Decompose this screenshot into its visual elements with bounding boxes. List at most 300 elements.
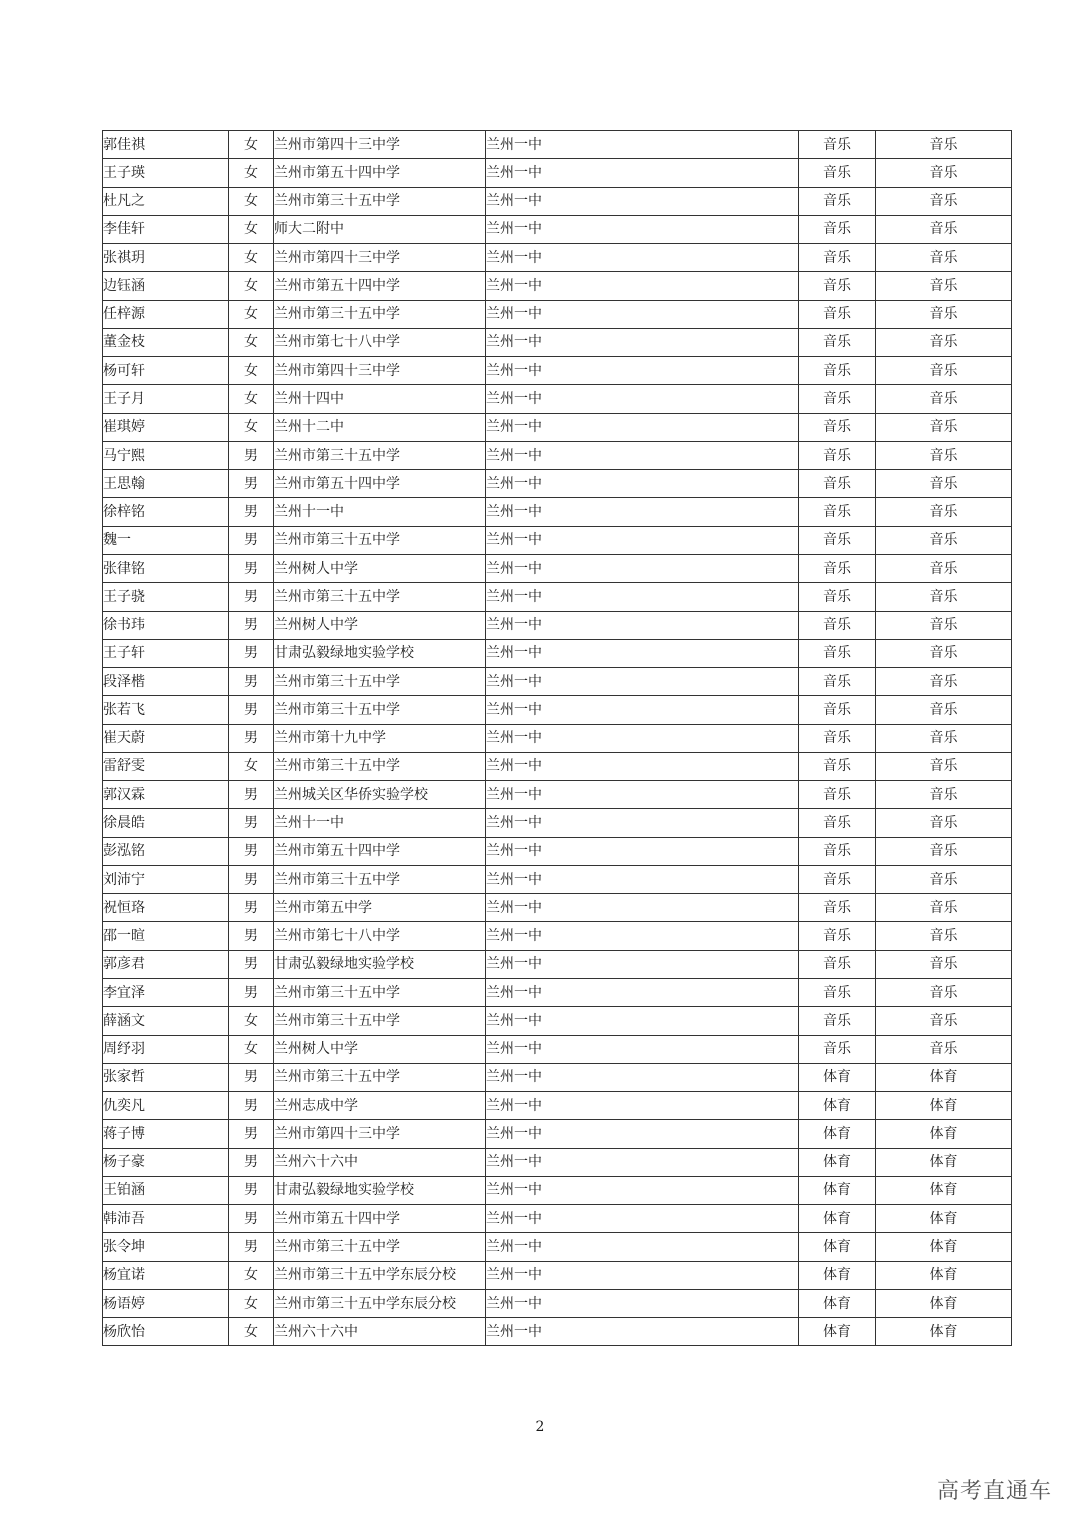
major-cell: 音乐 <box>876 724 1012 752</box>
subject-cell: 音乐 <box>799 131 876 159</box>
school-cell: 兰州市第三十五中学 <box>274 1007 486 1035</box>
school-cell: 兰州市第三十五中学 <box>274 752 486 780</box>
admitted-school-cell: 兰州一中 <box>486 611 799 639</box>
school-cell: 兰州市第五十四中学 <box>274 272 486 300</box>
subject-cell: 音乐 <box>799 809 876 837</box>
admitted-school-cell: 兰州一中 <box>486 1176 799 1204</box>
major-cell: 音乐 <box>876 357 1012 385</box>
student-name-cell: 仇奕凡 <box>103 1092 229 1120</box>
table-row <box>103 865 1012 893</box>
student-name-cell: 张家哲 <box>103 1063 229 1091</box>
subject-cell: 音乐 <box>799 894 876 922</box>
gender-cell: 男 <box>229 1092 274 1120</box>
admitted-school-cell: 兰州一中 <box>486 1205 799 1233</box>
gender-cell: 男 <box>229 950 274 978</box>
gender-cell: 男 <box>229 724 274 752</box>
major-cell: 体育 <box>876 1289 1012 1317</box>
major-cell: 音乐 <box>876 215 1012 243</box>
subject-cell: 音乐 <box>799 187 876 215</box>
gender-cell: 男 <box>229 668 274 696</box>
school-cell: 兰州市第七十八中学 <box>274 922 486 950</box>
major-cell: 音乐 <box>876 668 1012 696</box>
major-cell: 音乐 <box>876 950 1012 978</box>
table-row <box>103 554 1012 582</box>
subject-cell: 音乐 <box>799 498 876 526</box>
subject-cell: 音乐 <box>799 922 876 950</box>
major-cell: 音乐 <box>876 159 1012 187</box>
table-row <box>103 583 1012 611</box>
major-cell: 音乐 <box>876 809 1012 837</box>
student-name-cell: 马宁熙 <box>103 441 229 469</box>
major-cell: 音乐 <box>876 526 1012 554</box>
major-cell: 音乐 <box>876 837 1012 865</box>
table-row <box>103 1035 1012 1063</box>
major-cell: 体育 <box>876 1261 1012 1289</box>
subject-cell: 体育 <box>799 1289 876 1317</box>
school-cell: 师大二附中 <box>274 215 486 243</box>
major-cell: 体育 <box>876 1092 1012 1120</box>
major-cell: 音乐 <box>876 131 1012 159</box>
school-cell: 兰州六十六中 <box>274 1148 486 1176</box>
student-name-cell: 郭汉霖 <box>103 781 229 809</box>
major-cell: 音乐 <box>876 1007 1012 1035</box>
subject-cell: 体育 <box>799 1233 876 1261</box>
table-row <box>103 837 1012 865</box>
school-cell: 兰州市第三十五中学 <box>274 526 486 554</box>
student-name-cell: 杜凡之 <box>103 187 229 215</box>
table-row <box>103 978 1012 1006</box>
admitted-school-cell: 兰州一中 <box>486 978 799 1006</box>
admitted-school-cell: 兰州一中 <box>486 781 799 809</box>
table-row <box>103 215 1012 243</box>
gender-cell: 男 <box>229 1205 274 1233</box>
admitted-school-cell: 兰州一中 <box>486 554 799 582</box>
gender-cell: 女 <box>229 413 274 441</box>
school-cell: 兰州市第五中学 <box>274 894 486 922</box>
admitted-school-cell: 兰州一中 <box>486 1289 799 1317</box>
major-cell: 音乐 <box>876 554 1012 582</box>
student-name-cell: 杨子豪 <box>103 1148 229 1176</box>
admitted-school-cell: 兰州一中 <box>486 413 799 441</box>
major-cell: 音乐 <box>876 413 1012 441</box>
student-name-cell: 王子轩 <box>103 639 229 667</box>
school-cell: 甘肃弘毅绿地实验学校 <box>274 950 486 978</box>
subject-cell: 体育 <box>799 1092 876 1120</box>
school-cell: 兰州市第三十五中学 <box>274 1233 486 1261</box>
student-name-cell: 杨可轩 <box>103 357 229 385</box>
gender-cell: 女 <box>229 1007 274 1035</box>
student-name-cell: 杨语婷 <box>103 1289 229 1317</box>
subject-cell: 体育 <box>799 1261 876 1289</box>
subject-cell: 音乐 <box>799 385 876 413</box>
major-cell: 体育 <box>876 1148 1012 1176</box>
student-name-cell: 刘沛宁 <box>103 865 229 893</box>
student-name-cell: 王思翰 <box>103 470 229 498</box>
major-cell: 音乐 <box>876 922 1012 950</box>
student-name-cell: 崔天蔚 <box>103 724 229 752</box>
school-cell: 兰州市第三十五中学 <box>274 1063 486 1091</box>
gender-cell: 女 <box>229 244 274 272</box>
table-row <box>103 187 1012 215</box>
table-row <box>103 611 1012 639</box>
table-row <box>103 1176 1012 1204</box>
table-row <box>103 413 1012 441</box>
subject-cell: 音乐 <box>799 357 876 385</box>
gender-cell: 女 <box>229 215 274 243</box>
subject-cell: 音乐 <box>799 554 876 582</box>
subject-cell: 音乐 <box>799 215 876 243</box>
gender-cell: 男 <box>229 639 274 667</box>
table-row <box>103 639 1012 667</box>
gender-cell: 女 <box>229 1035 274 1063</box>
school-cell: 兰州市第四十三中学 <box>274 357 486 385</box>
major-cell: 音乐 <box>876 696 1012 724</box>
admitted-school-cell: 兰州一中 <box>486 187 799 215</box>
subject-cell: 音乐 <box>799 978 876 1006</box>
student-name-cell: 边钰涵 <box>103 272 229 300</box>
gender-cell: 男 <box>229 837 274 865</box>
subject-cell: 体育 <box>799 1148 876 1176</box>
school-cell: 兰州十四中 <box>274 385 486 413</box>
gender-cell: 男 <box>229 1233 274 1261</box>
table-row <box>103 894 1012 922</box>
major-cell: 音乐 <box>876 470 1012 498</box>
table-row <box>103 1318 1012 1346</box>
school-cell: 兰州市第七十八中学 <box>274 328 486 356</box>
watermark-text: 高考直通车 <box>936 1479 1052 1504</box>
major-cell: 体育 <box>876 1176 1012 1204</box>
student-name-cell: 祝恒珞 <box>103 894 229 922</box>
gender-cell: 女 <box>229 131 274 159</box>
major-cell: 音乐 <box>876 244 1012 272</box>
table-row <box>103 300 1012 328</box>
gender-cell: 女 <box>229 328 274 356</box>
table-row <box>103 272 1012 300</box>
table-row <box>103 498 1012 526</box>
school-cell: 兰州市第十九中学 <box>274 724 486 752</box>
student-name-cell: 彭泓铭 <box>103 837 229 865</box>
roster-body <box>103 131 1012 1346</box>
table-row <box>103 328 1012 356</box>
subject-cell: 音乐 <box>799 441 876 469</box>
subject-cell: 音乐 <box>799 244 876 272</box>
subject-cell: 音乐 <box>799 639 876 667</box>
table-row <box>103 1148 1012 1176</box>
student-name-cell: 韩沛吾 <box>103 1205 229 1233</box>
table-row <box>103 696 1012 724</box>
admitted-school-cell: 兰州一中 <box>486 244 799 272</box>
student-name-cell: 王子月 <box>103 385 229 413</box>
student-name-cell: 王子瑛 <box>103 159 229 187</box>
school-cell: 兰州市第三十五中学 <box>274 187 486 215</box>
table-row <box>103 1092 1012 1120</box>
major-cell: 音乐 <box>876 781 1012 809</box>
gender-cell: 女 <box>229 752 274 780</box>
subject-cell: 音乐 <box>799 950 876 978</box>
table-row <box>103 1289 1012 1317</box>
major-cell: 音乐 <box>876 978 1012 1006</box>
table-row <box>103 159 1012 187</box>
table-row <box>103 526 1012 554</box>
gender-cell: 女 <box>229 357 274 385</box>
admitted-school-cell: 兰州一中 <box>486 328 799 356</box>
student-name-cell: 张律铭 <box>103 554 229 582</box>
major-cell: 音乐 <box>876 894 1012 922</box>
table-row <box>103 385 1012 413</box>
table-row <box>103 441 1012 469</box>
table-row <box>103 724 1012 752</box>
gender-cell: 男 <box>229 978 274 1006</box>
school-cell: 兰州市第五十四中学 <box>274 1205 486 1233</box>
admitted-school-cell: 兰州一中 <box>486 1318 799 1346</box>
admitted-school-cell: 兰州一中 <box>486 526 799 554</box>
school-cell: 兰州市第五十四中学 <box>274 837 486 865</box>
subject-cell: 音乐 <box>799 272 876 300</box>
admitted-school-cell: 兰州一中 <box>486 272 799 300</box>
subject-cell: 体育 <box>799 1120 876 1148</box>
admitted-school-cell: 兰州一中 <box>486 950 799 978</box>
gender-cell: 男 <box>229 441 274 469</box>
school-cell: 兰州市第三十五中学 <box>274 696 486 724</box>
table-row <box>103 809 1012 837</box>
school-cell: 兰州市第五十四中学 <box>274 159 486 187</box>
admitted-school-cell: 兰州一中 <box>486 1233 799 1261</box>
admitted-school-cell: 兰州一中 <box>486 837 799 865</box>
student-name-cell: 蒋子博 <box>103 1120 229 1148</box>
student-name-cell: 任梓源 <box>103 300 229 328</box>
table-row <box>103 1233 1012 1261</box>
admitted-school-cell: 兰州一中 <box>486 752 799 780</box>
student-name-cell: 雷舒雯 <box>103 752 229 780</box>
school-cell: 兰州十一中 <box>274 809 486 837</box>
student-name-cell: 王铂涵 <box>103 1176 229 1204</box>
table-row <box>103 1120 1012 1148</box>
table-row <box>103 1205 1012 1233</box>
gender-cell: 男 <box>229 498 274 526</box>
major-cell: 音乐 <box>876 498 1012 526</box>
gender-cell: 男 <box>229 1148 274 1176</box>
major-cell: 体育 <box>876 1205 1012 1233</box>
student-name-cell: 杨欣怡 <box>103 1318 229 1346</box>
table-row <box>103 922 1012 950</box>
table-row <box>103 781 1012 809</box>
student-name-cell: 张若飞 <box>103 696 229 724</box>
subject-cell: 音乐 <box>799 865 876 893</box>
subject-cell: 音乐 <box>799 470 876 498</box>
admitted-school-cell: 兰州一中 <box>486 300 799 328</box>
student-name-cell: 杨宜诺 <box>103 1261 229 1289</box>
admitted-school-cell: 兰州一中 <box>486 1063 799 1091</box>
admitted-school-cell: 兰州一中 <box>486 639 799 667</box>
school-cell: 兰州树人中学 <box>274 611 486 639</box>
student-name-cell: 李宜泽 <box>103 978 229 1006</box>
major-cell: 音乐 <box>876 752 1012 780</box>
table-row <box>103 244 1012 272</box>
major-cell: 体育 <box>876 1318 1012 1346</box>
subject-cell: 音乐 <box>799 837 876 865</box>
admitted-school-cell: 兰州一中 <box>486 894 799 922</box>
subject-cell: 音乐 <box>799 668 876 696</box>
admitted-school-cell: 兰州一中 <box>486 1261 799 1289</box>
school-cell: 兰州树人中学 <box>274 554 486 582</box>
admitted-school-cell: 兰州一中 <box>486 1007 799 1035</box>
student-name-cell: 董金枝 <box>103 328 229 356</box>
school-cell: 甘肃弘毅绿地实验学校 <box>274 639 486 667</box>
major-cell: 音乐 <box>876 865 1012 893</box>
table-row <box>103 357 1012 385</box>
school-cell: 兰州市第三十五中学 <box>274 583 486 611</box>
school-cell: 兰州市第三十五中学 <box>274 668 486 696</box>
major-cell: 音乐 <box>876 328 1012 356</box>
gender-cell: 男 <box>229 1120 274 1148</box>
school-cell: 兰州树人中学 <box>274 1035 486 1063</box>
gender-cell: 男 <box>229 781 274 809</box>
subject-cell: 音乐 <box>799 413 876 441</box>
admitted-school-cell: 兰州一中 <box>486 809 799 837</box>
student-name-cell: 张祺玥 <box>103 244 229 272</box>
school-cell: 兰州市第三十五中学 <box>274 300 486 328</box>
school-cell: 兰州市第四十三中学 <box>274 244 486 272</box>
gender-cell: 女 <box>229 1261 274 1289</box>
admitted-school-cell: 兰州一中 <box>486 159 799 187</box>
student-name-cell: 魏一 <box>103 526 229 554</box>
table-row <box>103 668 1012 696</box>
table-row <box>103 470 1012 498</box>
major-cell: 音乐 <box>876 300 1012 328</box>
student-name-cell: 张令坤 <box>103 1233 229 1261</box>
subject-cell: 音乐 <box>799 696 876 724</box>
gender-cell: 女 <box>229 300 274 328</box>
admitted-school-cell: 兰州一中 <box>486 131 799 159</box>
gender-cell: 男 <box>229 865 274 893</box>
school-cell: 兰州市第四十三中学 <box>274 131 486 159</box>
gender-cell: 男 <box>229 554 274 582</box>
gender-cell: 男 <box>229 583 274 611</box>
school-cell: 兰州十一中 <box>274 498 486 526</box>
major-cell: 音乐 <box>876 187 1012 215</box>
school-cell: 甘肃弘毅绿地实验学校 <box>274 1176 486 1204</box>
subject-cell: 音乐 <box>799 611 876 639</box>
major-cell: 音乐 <box>876 385 1012 413</box>
gender-cell: 男 <box>229 809 274 837</box>
school-cell: 兰州市第三十五中学 <box>274 865 486 893</box>
gender-cell: 女 <box>229 187 274 215</box>
admitted-school-cell: 兰州一中 <box>486 583 799 611</box>
student-name-cell: 段泽楷 <box>103 668 229 696</box>
subject-cell: 音乐 <box>799 300 876 328</box>
admitted-school-cell: 兰州一中 <box>486 724 799 752</box>
major-cell: 音乐 <box>876 272 1012 300</box>
admitted-school-cell: 兰州一中 <box>486 1035 799 1063</box>
subject-cell: 体育 <box>799 1176 876 1204</box>
table-row <box>103 131 1012 159</box>
gender-cell: 女 <box>229 272 274 300</box>
admitted-school-cell: 兰州一中 <box>486 865 799 893</box>
major-cell: 体育 <box>876 1063 1012 1091</box>
major-cell: 体育 <box>876 1120 1012 1148</box>
subject-cell: 音乐 <box>799 1007 876 1035</box>
student-name-cell: 崔琪婷 <box>103 413 229 441</box>
gender-cell: 男 <box>229 470 274 498</box>
subject-cell: 音乐 <box>799 328 876 356</box>
student-name-cell: 徐梓铭 <box>103 498 229 526</box>
school-cell: 兰州市第三十五中学 <box>274 441 486 469</box>
subject-cell: 音乐 <box>799 752 876 780</box>
school-cell: 兰州志成中学 <box>274 1092 486 1120</box>
student-name-cell: 徐书玮 <box>103 611 229 639</box>
gender-cell: 男 <box>229 696 274 724</box>
major-cell: 音乐 <box>876 441 1012 469</box>
admitted-school-cell: 兰州一中 <box>486 668 799 696</box>
admitted-school-cell: 兰州一中 <box>486 215 799 243</box>
subject-cell: 音乐 <box>799 781 876 809</box>
subject-cell: 音乐 <box>799 526 876 554</box>
school-cell: 兰州城关区华侨实验学校 <box>274 781 486 809</box>
school-cell: 兰州市第五十四中学 <box>274 470 486 498</box>
student-name-cell: 王子骁 <box>103 583 229 611</box>
admission-roster-table <box>102 130 1012 1346</box>
subject-cell: 音乐 <box>799 1035 876 1063</box>
student-name-cell: 薛涵文 <box>103 1007 229 1035</box>
subject-cell: 体育 <box>799 1063 876 1091</box>
table-row <box>103 1063 1012 1091</box>
admitted-school-cell: 兰州一中 <box>486 470 799 498</box>
school-cell: 兰州市第四十三中学 <box>274 1120 486 1148</box>
student-name-cell: 李佳轩 <box>103 215 229 243</box>
admitted-school-cell: 兰州一中 <box>486 1092 799 1120</box>
major-cell: 音乐 <box>876 583 1012 611</box>
subject-cell: 体育 <box>799 1318 876 1346</box>
admitted-school-cell: 兰州一中 <box>486 357 799 385</box>
gender-cell: 男 <box>229 1176 274 1204</box>
table-row <box>103 1261 1012 1289</box>
student-name-cell: 邵一暄 <box>103 922 229 950</box>
student-name-cell: 周纾羽 <box>103 1035 229 1063</box>
table-row <box>103 950 1012 978</box>
school-cell: 兰州市第三十五中学 <box>274 978 486 1006</box>
major-cell: 音乐 <box>876 1035 1012 1063</box>
admitted-school-cell: 兰州一中 <box>486 385 799 413</box>
gender-cell: 男 <box>229 1063 274 1091</box>
major-cell: 体育 <box>876 1233 1012 1261</box>
admitted-school-cell: 兰州一中 <box>486 441 799 469</box>
gender-cell: 男 <box>229 611 274 639</box>
school-cell: 兰州市第三十五中学东辰分校 <box>274 1289 486 1317</box>
gender-cell: 女 <box>229 385 274 413</box>
student-name-cell: 郭佳祺 <box>103 131 229 159</box>
admitted-school-cell: 兰州一中 <box>486 922 799 950</box>
admitted-school-cell: 兰州一中 <box>486 498 799 526</box>
student-name-cell: 徐晨皓 <box>103 809 229 837</box>
gender-cell: 男 <box>229 922 274 950</box>
table-row <box>103 752 1012 780</box>
gender-cell: 男 <box>229 894 274 922</box>
subject-cell: 音乐 <box>799 159 876 187</box>
admitted-school-cell: 兰州一中 <box>486 1120 799 1148</box>
gender-cell: 女 <box>229 159 274 187</box>
subject-cell: 体育 <box>799 1205 876 1233</box>
subject-cell: 音乐 <box>799 724 876 752</box>
school-cell: 兰州六十六中 <box>274 1318 486 1346</box>
gender-cell: 女 <box>229 1289 274 1317</box>
page-number: 2 <box>535 1419 545 1435</box>
admitted-school-cell: 兰州一中 <box>486 696 799 724</box>
major-cell: 音乐 <box>876 639 1012 667</box>
subject-cell: 音乐 <box>799 583 876 611</box>
admitted-school-cell: 兰州一中 <box>486 1148 799 1176</box>
table-row <box>103 1007 1012 1035</box>
student-name-cell: 郭彦君 <box>103 950 229 978</box>
